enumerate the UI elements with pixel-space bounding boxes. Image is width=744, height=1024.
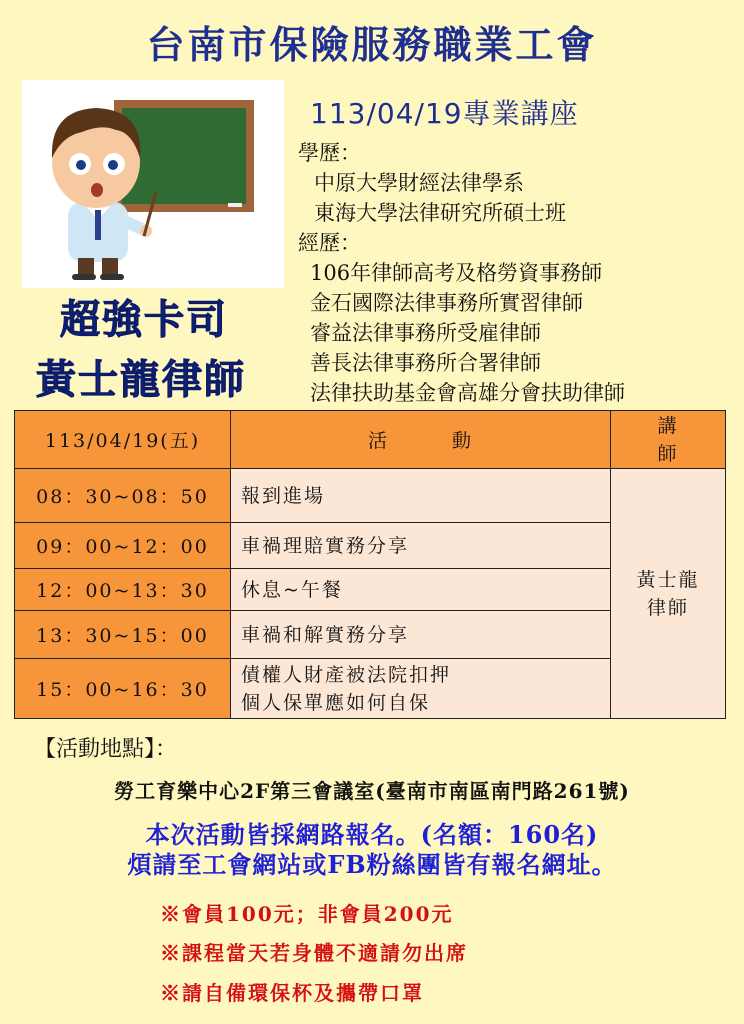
org-title: 台南市保險服務職業工會 <box>146 23 598 67</box>
note-health: ※課程當天若身體不適請勿出席 <box>160 941 468 965</box>
activity-line: 休息~午餐 <box>241 578 343 601</box>
activity-cell <box>231 523 611 569</box>
education-list <box>314 168 566 228</box>
note-mask: ※請自備環保杯及攜帶口罩 <box>160 981 424 1005</box>
activity-line: 報到進場 <box>241 484 326 507</box>
teacher-illustration <box>22 80 284 288</box>
experience-item: 106年律師高考及格勞資事務師 <box>310 261 603 285</box>
speaker-cell <box>611 469 726 719</box>
speaker-header <box>611 411 726 469</box>
note-fee: ※會員100元；非會員200元 <box>160 902 454 926</box>
activity-cell <box>231 659 611 719</box>
registration-line: 煩請至工會網站或FB粉絲團皆有報名網址。 <box>127 850 617 879</box>
speaker-nickname: 超強卡司 <box>60 297 228 343</box>
education-item: 東海大學法律研究所碩士班 <box>314 201 566 225</box>
time-cell: 13：30~15：00 <box>15 611 231 659</box>
speaker-header-char: 講 <box>657 414 679 437</box>
venue-text: 勞工育樂中心2F第三會議室(臺南市南區南門路261號) <box>114 779 630 803</box>
date-header: 113/04/19(五) <box>15 411 231 469</box>
activity-line: 車禍和解實務分享 <box>241 623 410 646</box>
schedule-table <box>14 410 726 719</box>
experience-item: 睿益法律事務所受雇律師 <box>310 321 541 345</box>
education-item: 中原大學財經法律學系 <box>314 171 524 195</box>
speaker-name: 黃士龍律師 <box>36 357 246 403</box>
lecture-title: 113/04/19專業講座 <box>310 97 579 130</box>
registration-line: 本次活動皆採網路報名。(名額：160名) <box>145 820 599 849</box>
venue-label: 【活動地點】： <box>34 737 178 762</box>
activity-line: 車禍理賠實務分享 <box>241 534 410 557</box>
activity-cell <box>231 469 611 523</box>
education-label: 學歷： <box>298 141 361 165</box>
speaker-cell-line: 律師 <box>646 596 689 619</box>
time-cell: 08：30~08：50 <box>15 469 231 523</box>
experience-label: 經歷： <box>298 231 361 255</box>
experience-item: 善長法律事務所合署律師 <box>310 351 541 375</box>
activity-line: 債權人財產被法院扣押 <box>241 663 452 686</box>
time-cell: 12：00~13：30 <box>15 569 231 611</box>
table-row <box>15 469 726 523</box>
activity-cell <box>231 611 611 659</box>
activity-line: 個人保單應如何自保 <box>241 691 431 714</box>
speaker-cell-line: 黃士龍 <box>636 568 700 591</box>
experience-item: 法律扶助基金會高雄分會扶助律師 <box>310 381 625 405</box>
activity-header: 活 動 <box>231 411 611 469</box>
experience-item: 金石國際法律事務所實習律師 <box>310 291 583 315</box>
time-cell: 15：00~16：30 <box>15 659 231 719</box>
time-cell: 09：00~12：00 <box>15 523 231 569</box>
speaker-header-char: 師 <box>657 442 679 465</box>
experience-list <box>310 258 625 408</box>
activity-cell <box>231 569 611 611</box>
